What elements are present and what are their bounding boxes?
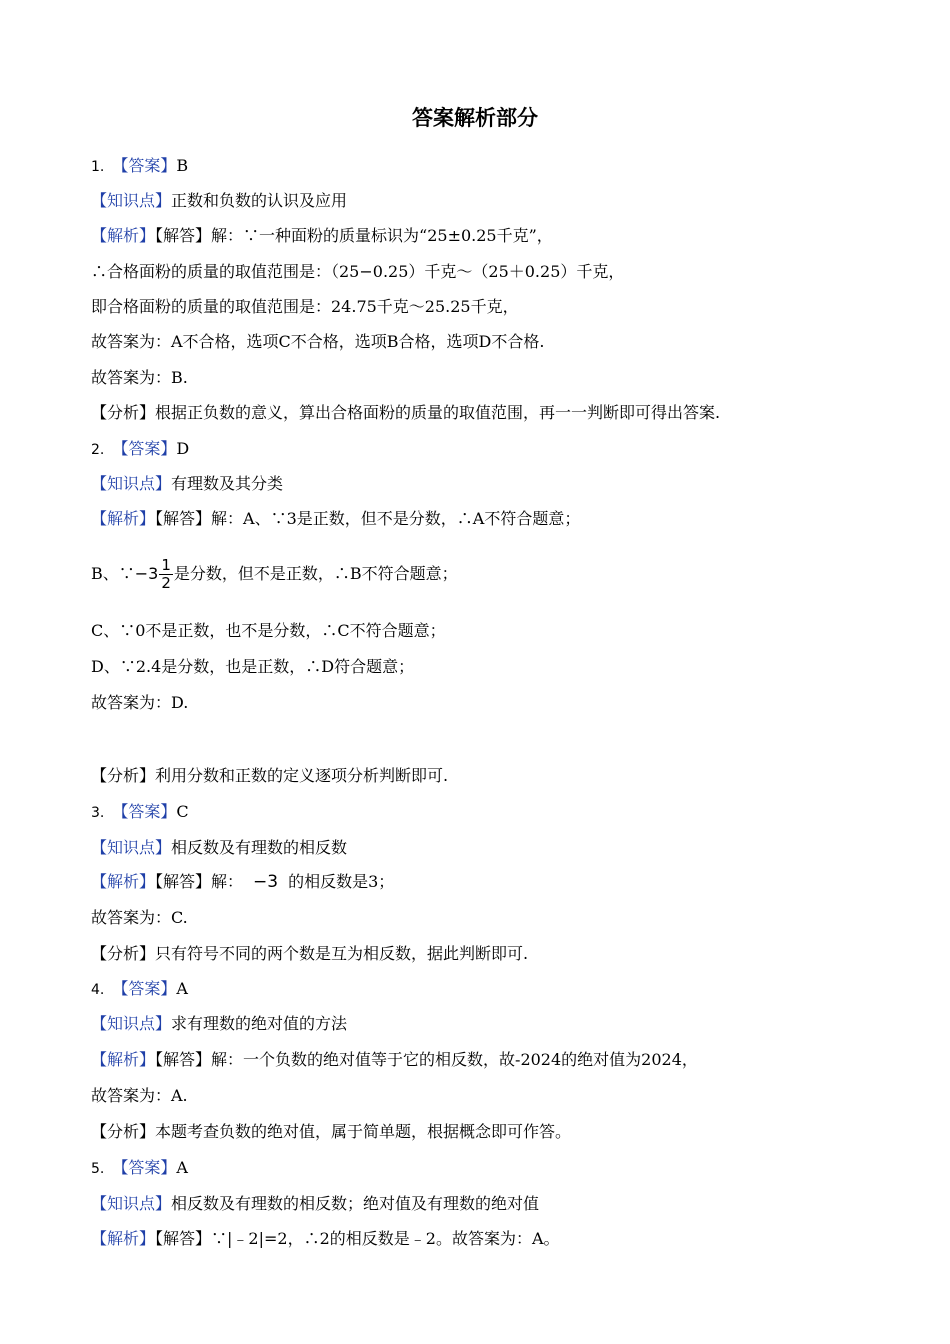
summary-label: 【分析】 (91, 403, 156, 422)
q4-solution-line (91, 1049, 698, 1071)
q3-solution-line (91, 871, 394, 893)
q4-knowledge-line (91, 1013, 347, 1035)
q4-solution-intro: 解：一个负数的绝对值等于它的相反数，故-2024的绝对值为2024， (211, 1050, 698, 1069)
q4-answer: A (176, 979, 188, 998)
q5-answer: A (176, 1158, 188, 1177)
q1-summary: 根据正负数的意义，算出合格面粉的质量的取值范围，再一一判断即可得出答案. (155, 403, 721, 422)
q1-answer: B (176, 156, 189, 175)
solution-label: 【解答】 (155, 1229, 212, 1248)
knowledge-label: 【知识点】 (91, 1014, 172, 1033)
q2-summary-line (91, 765, 448, 787)
summary-label: 【分析】 (91, 1122, 156, 1141)
knowledge-label: 【知识点】 (91, 1194, 172, 1213)
solution-label: 【解答】 (155, 509, 212, 528)
q3-knowledge-line (91, 837, 347, 859)
analysis-label: 【解析】 (91, 872, 156, 891)
q1-line: 故答案为：B. (91, 368, 188, 387)
page-title: 答案解析部分 (412, 106, 538, 130)
q4-answer-line (91, 978, 188, 1001)
q1-line: 即合格面粉的质量的取值范围是：24.75千克～25.25千克， (91, 297, 519, 316)
solution-label: 【解答】 (155, 872, 212, 891)
q5-knowledge-line (91, 1193, 539, 1215)
q1-answer-line (91, 155, 188, 178)
q2-solution-intro: 解：A、∵3是正数，但不是分数，∴A不符合题意； (211, 509, 581, 528)
q3-solution-intro: 解： (211, 872, 244, 891)
knowledge-label: 【知识点】 (91, 474, 172, 493)
q1-solution-intro: 解：∵一种面粉的质量标识为“25±0.25千克”， (211, 226, 553, 245)
q1-knowledge: 正数和负数的认识及应用 (171, 191, 348, 210)
answer-label: 【答案】 (112, 439, 177, 458)
q3-expression: −3 (253, 872, 279, 892)
q2-b-prefix: B、∵ (91, 564, 135, 583)
q4-summary-line (91, 1121, 571, 1143)
q3-knowledge: 相反数及有理数的相反数 (171, 838, 348, 857)
analysis-label: 【解析】 (91, 509, 156, 528)
q2-line: C、∵0不是正数，也不是分数，∴C不符合题意； (91, 621, 446, 640)
answer-label: 【答案】 (112, 802, 177, 821)
q3-line: 故答案为：C. (91, 908, 188, 927)
q1-summary-line (91, 402, 720, 424)
q2-line: D、∵2.4是分数，也是正数，∴D符合题意； (91, 657, 415, 676)
q2-b-whole: −3 (134, 564, 159, 583)
q3-summary-line (91, 943, 528, 965)
q4-line: 故答案为：A. (91, 1086, 188, 1105)
q2-number: 2. (91, 442, 105, 458)
q2-solution-line (91, 508, 580, 530)
q2-knowledge: 有理数及其分类 (171, 474, 284, 493)
q3-solution-rest: 的相反数是3； (288, 872, 395, 891)
q2-b-suffix: 是分数，但不是正数，∴B不符合题意； (173, 564, 458, 583)
q3-number: 3. (91, 805, 105, 821)
q3-answer: C (176, 802, 189, 821)
solution-label: 【解答】 (155, 1050, 212, 1069)
q1-number: 1. (91, 159, 105, 175)
q5-knowledge: 相反数及有理数的相反数；绝对值及有理数的绝对值 (171, 1194, 540, 1213)
q4-knowledge: 求有理数的绝对值的方法 (171, 1014, 348, 1033)
analysis-label: 【解析】 (91, 1050, 156, 1069)
q3-answer-line (91, 801, 189, 824)
q1-line: 故答案为：A不合格，选项C不合格，选项B合格，选项D不合格. (91, 332, 545, 351)
answer-label: 【答案】 (112, 1158, 177, 1177)
analysis-label: 【解析】 (91, 226, 156, 245)
q1-knowledge-line (91, 190, 347, 212)
q4-number: 4. (91, 982, 105, 998)
q2-knowledge-line (91, 473, 283, 495)
q4-summary: 本题考查负数的绝对值，属于简单题，根据概念即可作答。 (155, 1122, 572, 1141)
q2-answer-line (91, 438, 189, 461)
answer-label: 【答案】 (112, 979, 177, 998)
solution-label: 【解答】 (155, 226, 212, 245)
q2-line-b (91, 555, 458, 593)
summary-label: 【分析】 (91, 944, 156, 963)
fraction-denominator: 2 (161, 574, 171, 592)
knowledge-label: 【知识点】 (91, 191, 172, 210)
q5-answer-line (91, 1157, 188, 1180)
q1-line: ∴合格面粉的质量的取值范围是：（25−0.25）千克～（25＋0.25）千克， (91, 262, 625, 281)
q2-answer: D (176, 439, 190, 458)
fraction-numerator: 1 (161, 556, 171, 574)
q2-line: 故答案为：D. (91, 693, 189, 712)
summary-label: 【分析】 (91, 766, 156, 785)
q2-summary: 利用分数和正数的定义逐项分析判断即可. (155, 766, 449, 785)
q5-solution-intro: ∵|﹣2|=2，∴2的相反数是﹣2。故答案为：A。 (211, 1229, 560, 1248)
fraction (159, 557, 173, 592)
q1-solution-line (91, 225, 553, 247)
knowledge-label: 【知识点】 (91, 838, 172, 857)
analysis-label: 【解析】 (91, 1229, 156, 1248)
q5-solution-line (91, 1228, 560, 1250)
answer-label: 【答案】 (112, 156, 177, 175)
q3-summary: 只有符号不同的两个数是互为相反数，据此判断即可. (155, 944, 529, 963)
q5-number: 5. (91, 1161, 105, 1177)
